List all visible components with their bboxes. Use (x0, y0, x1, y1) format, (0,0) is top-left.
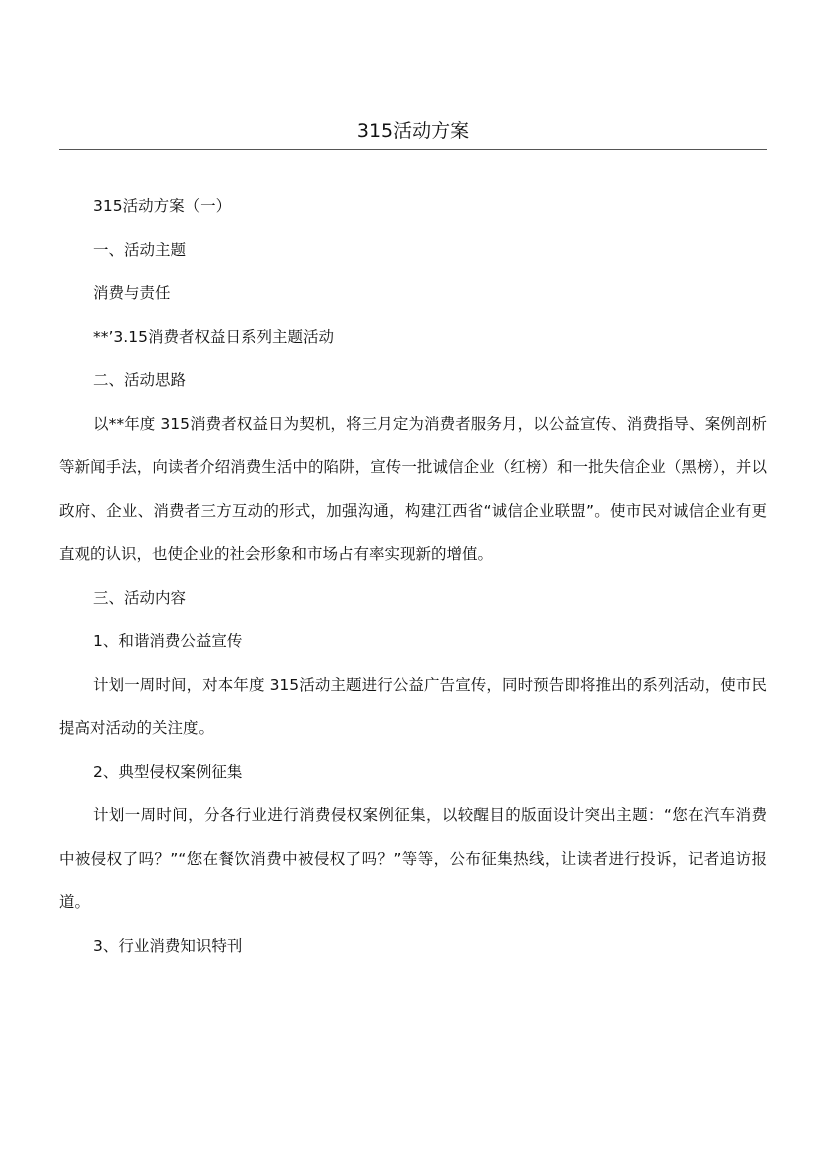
section-heading: 315活动方案（一） (93, 197, 232, 215)
subsection-heading: 3、行业消费知识特刊 (93, 936, 243, 955)
paragraph: 计划一周时间，对本年度 315活动主题进行公益广告宣传，同时预告即将推出的系列活动，使市民提高对活动的关注度。 (59, 675, 767, 737)
paragraph: 计划一周时间，分各行业进行消费侵权案例征集，以较醒目的版面设计突出主题：“您在汽车消费中被侵权了吗？”“您在餐饮消费中被侵权了吗？”等等，公布征集热线，让读者进行投诉，记者追访报道。 (59, 806, 767, 911)
section-heading: 三、活动内容 (93, 588, 187, 607)
paragraph: 以**年度 315消费者权益日为契机，将三月定为消费者服务月，以公益宣传、消费指导、案例剖析等新闻手法，向读者介绍消费生活中的陷阱，宣传一批诚信企业（红榜）和一批失信企业（黑榜），并以政府、企业、消费者三方互动的形式，加强沟通，构建江西省“诚信企业联盟”。使市民对诚信企业有更直观的认识，也使企业的社会形象和市场占有率实现新的增值。 (59, 414, 767, 563)
paragraph: **’3.15消费者权益日系列主题活动 (93, 327, 334, 346)
section-heading: 二、活动思路 (93, 371, 187, 389)
subsection-heading: 2、典型侵权案例征集 (93, 762, 243, 781)
document-body (59, 185, 767, 968)
title-divider (59, 149, 767, 150)
document-title: 315活动方案 (356, 120, 470, 142)
subsection-heading: 1、和谐消费公益宣传 (93, 632, 243, 650)
section-heading: 一、活动主题 (93, 240, 187, 259)
paragraph: 消费与责任 (93, 284, 171, 302)
